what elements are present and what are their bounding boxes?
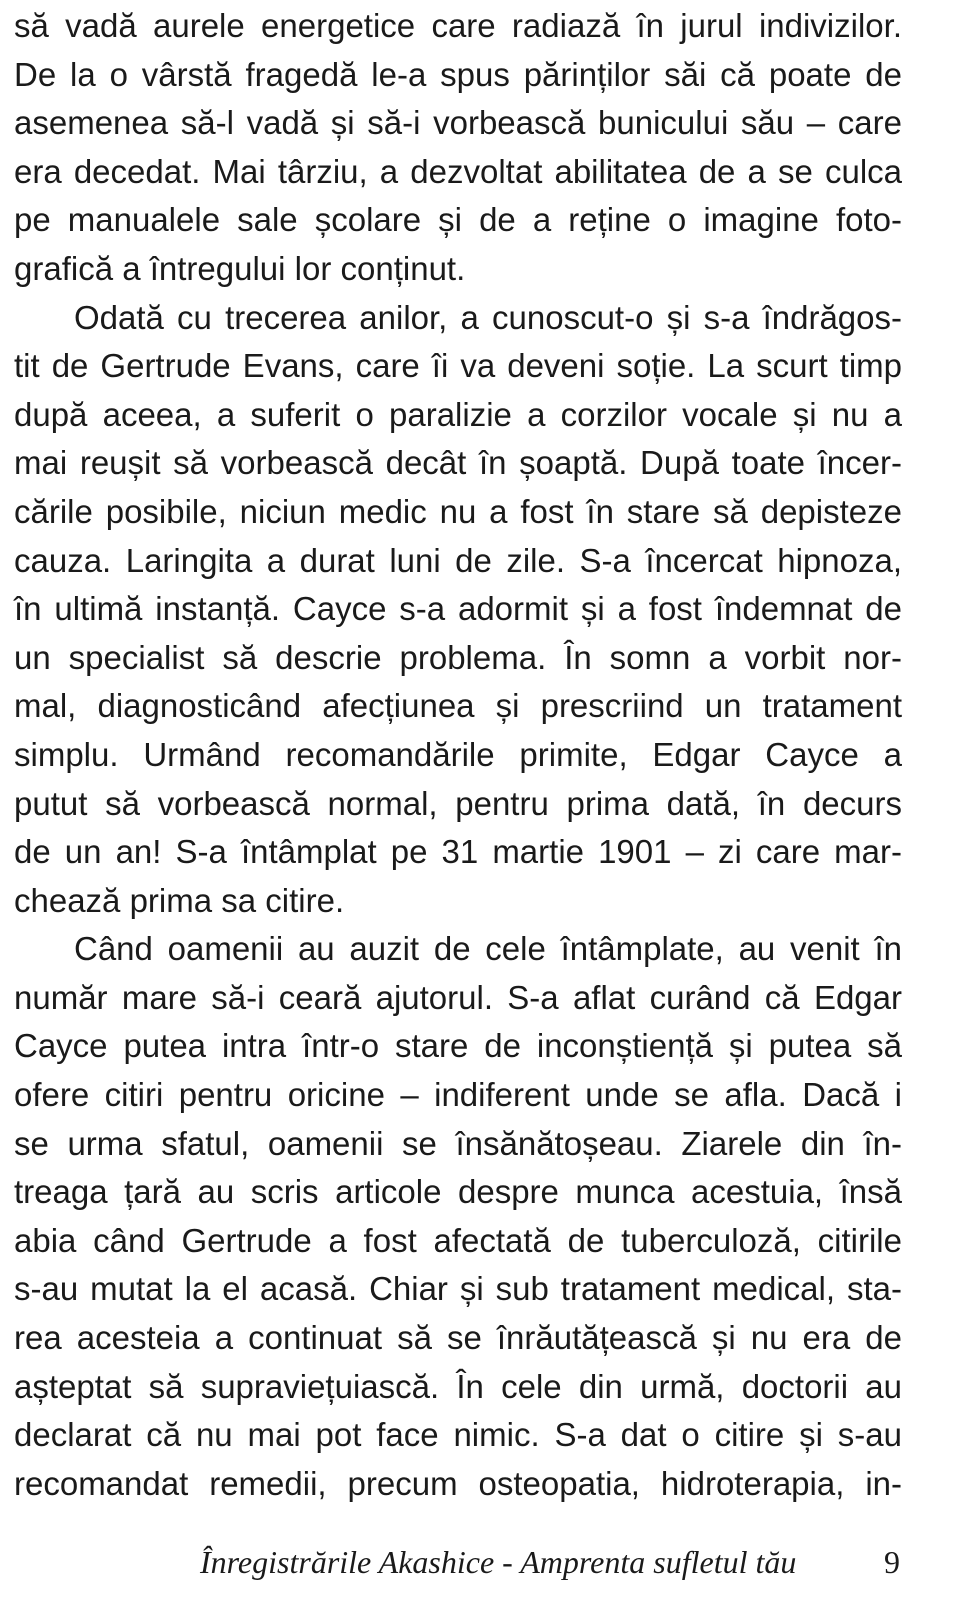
text-line: ofere citiri pentru oricine – indiferent unde se afla. Dacă i <box>14 1076 902 1114</box>
page-number: 9 <box>884 1544 900 1580</box>
text-line: Când oamenii au auzit de cele întâmplate, au venit în <box>74 930 902 968</box>
text-line: după aceea, a suferit o paralizie a corzilor vocale și nu a <box>14 395 902 433</box>
text-line: rea acesteia a continuat să se înrăutățească și nu era de <box>14 1319 902 1357</box>
text-line: un specialist să descrie problema. În somn a vorbit nor- <box>14 638 902 676</box>
text-line: să vadă aurele energetice care radiază în jurul indivizilor. <box>14 7 902 44</box>
text-line: s-au mutat la el acasă. Chiar și sub tratament medical, sta- <box>14 1270 902 1308</box>
text-line: cările posibile, niciun medic nu a fost în stare să depisteze <box>14 492 902 530</box>
text-line: se urma sfatul, oamenii se însănătoșeau. Ziarele din în- <box>14 1124 902 1162</box>
text-line: mai reușit să vorbească decât în șoaptă. După toate încer- <box>14 444 902 482</box>
text-line: de un an! S-a întâmplat pe 31 martie 1901 – zi care mar- <box>14 833 902 871</box>
text-line: tit de Gertrude Evans, care îi va deveni soție. La scurt timp <box>14 347 902 385</box>
text-line: De la o vârstă fragedă le-a spus părinților săi că poate de <box>14 55 902 93</box>
text-line: asemenea să-l vadă și să-i vorbească bunicului său – care <box>14 104 902 142</box>
text-line: cauza. Laringita a durat luni de zile. S-a încercat hipnoza, <box>14 541 902 579</box>
text-line: pe manualele sale școlare și de a reține o imagine foto- <box>14 201 902 239</box>
text-line: abia când Gertrude a fost afectată de tuberculoză, citirile <box>14 1221 902 1259</box>
text-line: recomandat remedii, precum osteopatia, hidroterapia, in- <box>14 1464 902 1502</box>
text-line: treaga țară au scris articole despre munca acestuia, însă <box>14 1173 902 1211</box>
text-line: așteptat să supraviețuiască. În cele din urmă, doctorii au <box>14 1367 902 1405</box>
paragraph-continuation <box>14 2 902 294</box>
paragraph-cayce-voice <box>14 294 902 926</box>
page-body-text <box>14 2 902 1508</box>
text-line: simplu. Urmând recomandările primite, Edgar Cayce a <box>14 735 902 773</box>
text-line: mal, diagnosticând afecțiunea și prescriind un tratament <box>14 687 902 725</box>
text-line: Cayce putea intra într-o stare de inconștiență și putea să <box>14 1027 902 1065</box>
text-line: chează prima sa citire. <box>14 881 345 919</box>
paragraph-readings <box>14 925 902 1508</box>
book-title: Înregistrările Akashice - Amprenta sufletul tău <box>200 1544 797 1580</box>
text-line: în ultimă instanță. Cayce s-a adormit și a fost îndemnat de <box>14 590 902 628</box>
text-line: număr mare să-i ceară ajutorul. S-a aflat curând că Edgar <box>14 978 902 1016</box>
text-line: putut să vorbească normal, pentru prima dată, în decurs <box>14 784 902 822</box>
text-line: era decedat. Mai târziu, a dezvoltat abilitatea de a se culca <box>14 152 902 190</box>
running-footer <box>200 1538 900 1586</box>
text-line: grafică a întregului lor conținut. <box>14 249 466 287</box>
text-line: declarat că nu mai pot face nimic. S-a dat o citire și s-au <box>14 1416 902 1454</box>
text-line: Odată cu trecerea anilor, a cunoscut-o și s-a îndrăgos- <box>74 298 902 336</box>
